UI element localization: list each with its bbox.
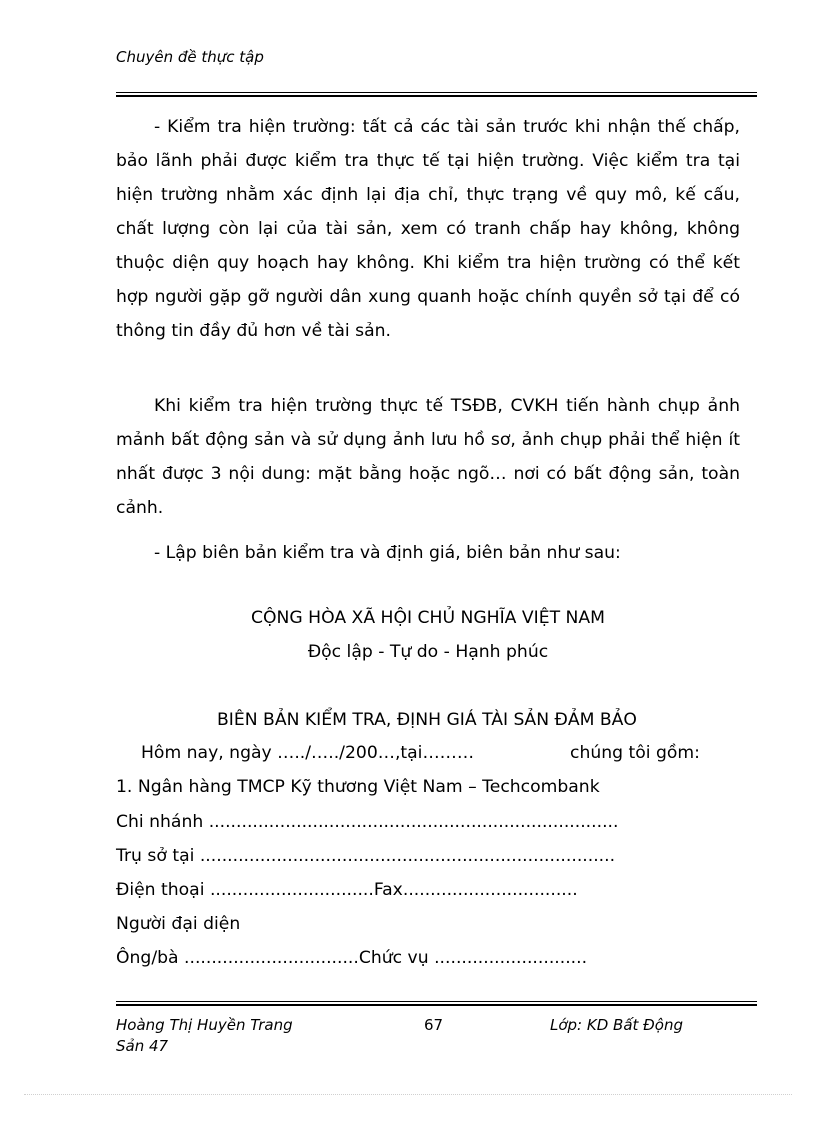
- footer-rule-bottom: [116, 1004, 757, 1006]
- paragraph-site-inspection: - Kiểm tra hiện trường: tất cả các tài sản trước khi nhận thế chấp, bảo lãnh phải được kiểm tra thực tế tại hiện trường. Việc kiểm tra tại hiện trường nhằm xác định lại địa chỉ, thực trạng về quy mô, kế cấu, chất lượng còn lại của tài sản, xem có tranh chấp hay không, không thuộc diện quy hoạch hay không. Khi kiểm tra hiện trường có thể kết hợp người gặp gỡ người dân xung quanh hoặc chính quyền sở tại để có thông tin đầy đủ hơn về tài sản.: [116, 117, 740, 341]
- national-title: CỘNG HÒA XÃ HỘI CHỦ NGHĨA VIỆT NAM: [251, 608, 605, 628]
- header-rule-top: [116, 92, 757, 93]
- paragraph-minutes-intro: - Lập biên bản kiểm tra và định giá, biên bản như sau:: [154, 543, 621, 563]
- person-position-line: Ông/bà ................................Chức vụ ............................: [116, 948, 588, 968]
- footer-rule-top: [116, 1001, 757, 1002]
- representative-label: Người đại diện: [116, 914, 241, 934]
- header-rule-bottom: [116, 95, 757, 97]
- date-line-end: chúng tôi gồm:: [570, 743, 700, 763]
- paragraph-photography: Khi kiểm tra hiện trường thực tế TSĐB, CVKH tiến hành chụp ảnh mảnh bất động sản và sử dụng ảnh lưu hồ sơ, ảnh chụp phải thể hiện ít nhất được 3 nội dung: mặt bằng hoặc ngõ… nơi có bất động sản, toàn cảnh.: [116, 396, 740, 518]
- phone-fax-line: Điện thoại ..............................Fax................................: [116, 880, 578, 900]
- office-line: Trụ sở tại ............................................................................: [116, 846, 616, 866]
- footer-class: Lớp: KD Bất Động: [550, 1016, 683, 1034]
- footer-author-cont: Sản 47: [116, 1037, 169, 1055]
- bank-line: 1. Ngân hàng TMCP Kỹ thương Việt Nam – Techcombank: [116, 777, 600, 797]
- document-title: BIÊN BẢN KIỂM TRA, ĐỊNH GIÁ TÀI SẢN ĐẢM BẢO: [217, 710, 637, 730]
- page-bottom-border: [24, 1094, 792, 1095]
- date-line: Hôm nay, ngày …../…../200…,tại………: [141, 743, 475, 763]
- national-motto: Độc lập - Tự do - Hạnh phúc: [307, 642, 549, 662]
- page-number: 67: [424, 1016, 444, 1034]
- footer-author: Hoàng Thị Huyền Trang: [116, 1016, 293, 1034]
- page-header-title: Chuyên đề thực tập: [116, 48, 264, 66]
- branch-line: Chi nhánh ...........................................................................: [116, 812, 619, 832]
